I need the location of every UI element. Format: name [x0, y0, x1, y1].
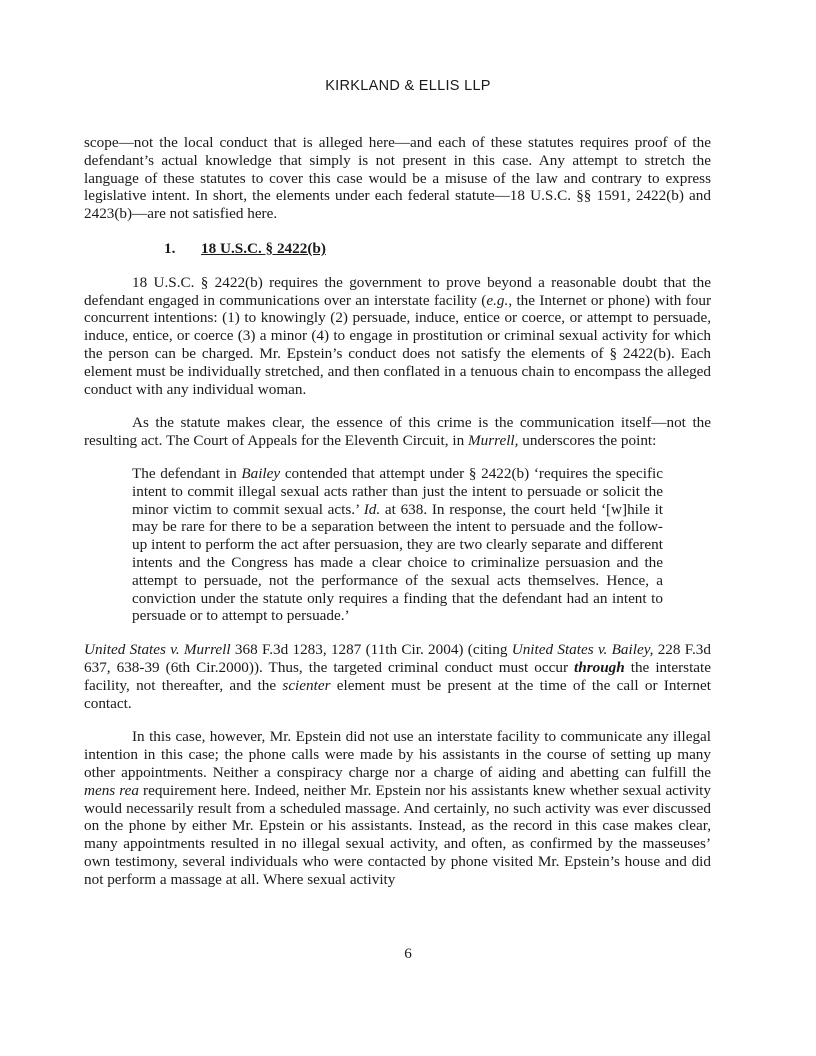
paragraph-continuation: scope—not the local conduct that is alleged here—and each of these statutes requires proof of the defendant’s actual knowledge that simply is not present in this case. Any attempt to stretch the language of these statutes to cover this case would be a misuse of the law and contrary to express legislative intent. In short, the elements under each federal statute—18 U.S.C. §§ 1591, 2422(b) and 2423(b)—are not satisfied here.	[84, 134, 711, 223]
text-run: underscores the point:	[518, 432, 657, 450]
emphasis-text: scienter	[282, 676, 331, 694]
text-run: 228 F.3d 637, 638-39 (6th Cir.2000)). Thus, the targeted criminal conduct must occur	[84, 641, 711, 676]
text-run: element must be present at the time of the call or Internet contact.	[84, 676, 711, 712]
text-run: at 638. In response, the court held ‘[w]hile it may be rare for there to be a separation between the intent to persuade and the follow-up intent to perform the act after persuasion, they are two clearly separate and different intents and the Congress has made a clear choice to criminalize persuasion and the attempt to persuade, not the performance of the sexual acts themselves. Hence, a conviction under the statute only requires a finding that the defendant had an intent to persuade or to attempt to persuade.’	[132, 500, 664, 625]
section-number: 1.	[164, 239, 176, 257]
paragraph-statute-elements	[84, 274, 711, 399]
text-run: 368 F.3d 1283, 1287 (11th Cir. 2004) (citing	[230, 641, 512, 659]
section-citation: 18 U.S.C. § 2422(b)	[201, 239, 326, 257]
citation-signal: Id.	[363, 500, 381, 518]
text-run: In this case, however, Mr. Epstein did not use an interstate facility to communicate any illegal intention in this case; the phone calls were made by his assistants in the course of setting up many other appointments. Neither a conspiracy charge nor a charge of aiding and abetting can fulfill the	[84, 728, 711, 781]
text-run: contended that attempt under § 2422(b) ‘requires the specific intent to commit illegal sexual acts rather than just the intent to persuade or solicit the minor victim to commit sexual acts.’	[132, 464, 663, 518]
page-number: 6	[404, 945, 412, 962]
letterhead: KIRKLAND & ELLIS LLP	[325, 78, 491, 94]
paragraph-essence	[84, 414, 711, 450]
case-name: Murrell,	[467, 432, 519, 450]
text-run: requirement here. Indeed, neither Mr. Epstein nor his assistants knew whether sexual activity would necessarily result from a scheduled massage. And certainly, no such activity was ever discussed on the phone by either Mr. Epstein or his assistants. Instead, as the record in this case makes clear, many appointments resulted in no illegal sexual activity, and often, as confirmed by the masseuses’ own testimony, several individuals who were contacted by phone visited Mr. Epstein’s house and did not perform a massage at all. Where sexual activity	[84, 781, 711, 888]
text-run: The defendant in	[132, 464, 242, 482]
paragraph-citation	[84, 641, 711, 712]
emphasis-text: mens rea	[84, 781, 139, 799]
case-name: United States v. Bailey,	[511, 641, 654, 659]
emphasis-text: through	[574, 658, 625, 676]
section-heading	[164, 240, 711, 258]
case-name: Bailey	[241, 464, 281, 482]
text-run: As the statute makes clear, the essence of this crime is the communication itself—not the resulting act. The Court of Appeals for the Eleventh Circuit, in	[84, 414, 711, 450]
case-name: United States v. Murrell	[84, 641, 231, 659]
paragraph-analysis	[84, 728, 711, 888]
text-run: 18 U.S.C. § 2422(b) requires the government to prove beyond a reasonable doubt that the defendant engaged in communications over an interstate facility (	[84, 273, 711, 309]
text-italic: e.g.	[486, 291, 509, 309]
block-quote	[132, 465, 663, 625]
text-run: the interstate facility, not thereafter, and the	[84, 658, 711, 694]
text-run: , the Internet or phone) with four concurrent intentions: (1) to knowingly (2) persuade, induce, entice or coerce, or attempt to persuade, induce, entice, or coerce (3) a minor (4) to engage in prostitution or criminal sexual activity for which the person can be charged. Mr. Epstein’s conduct does not satisfy the elements of § 2422(b). Each element must be individually stretched, and then conflated in a tenuous chain to encompass the alleged conduct with any individual woman.	[84, 291, 711, 398]
page-body	[84, 134, 711, 888]
